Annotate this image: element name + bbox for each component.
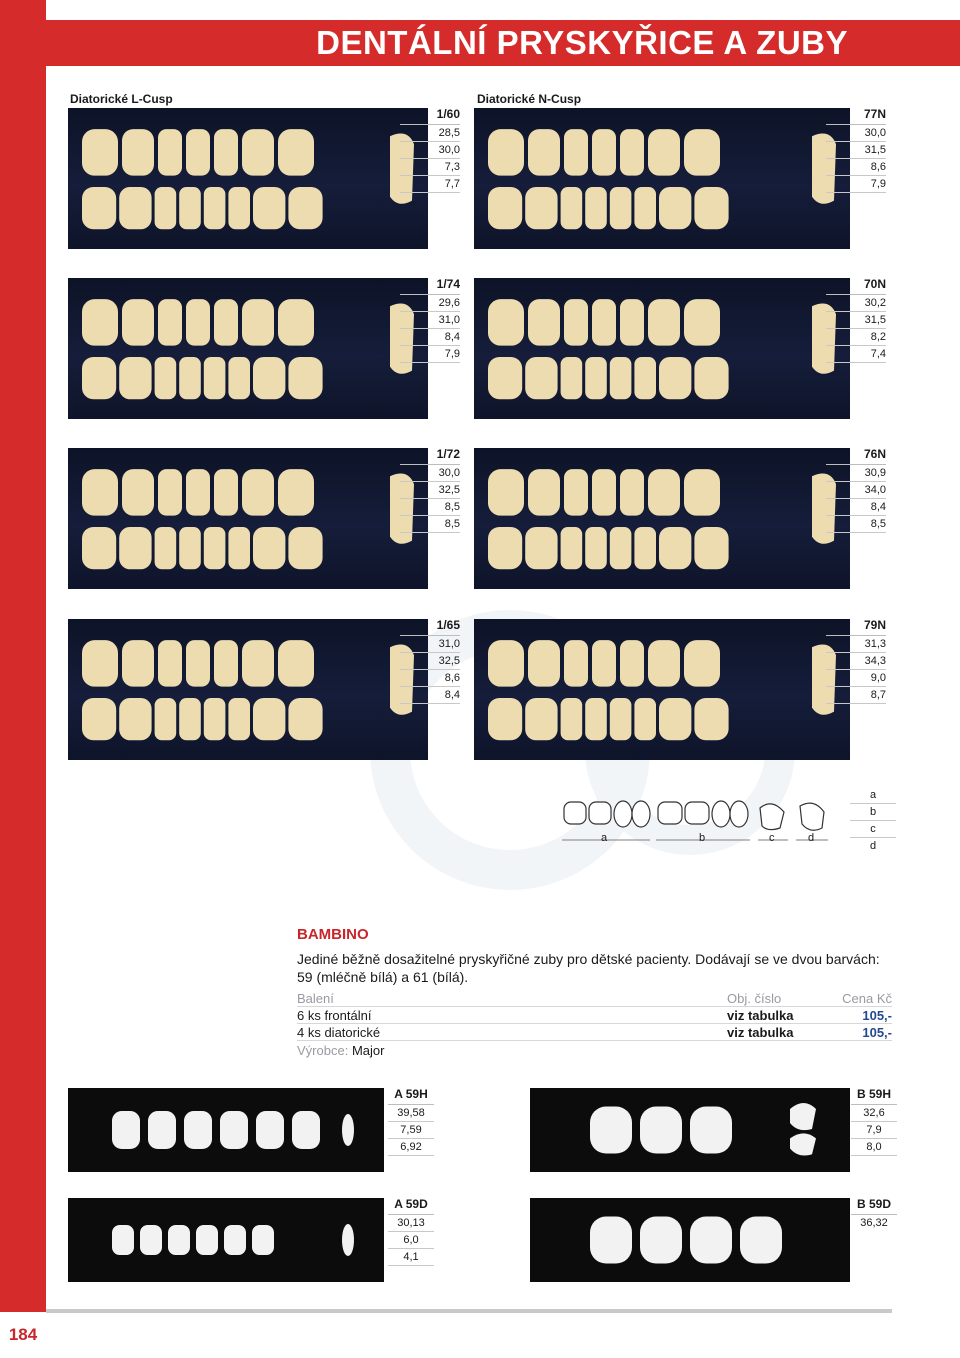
price-cell: 105,- — [862, 1008, 892, 1023]
spec-value: 7,9 — [851, 1122, 897, 1139]
spec-b59d — [851, 1197, 897, 1231]
price-table — [297, 990, 892, 1041]
spec-value: 30,0 — [400, 142, 460, 159]
spec-code: 1/74 — [400, 277, 460, 295]
spec-a59d — [388, 1197, 434, 1266]
spec-value: 36,32 — [860, 1217, 888, 1229]
teeth-photo-79n — [474, 619, 850, 760]
spec-b59h — [851, 1087, 897, 1156]
teeth-photo-1-72 — [68, 448, 428, 589]
bambino-photo-a59h — [68, 1088, 384, 1172]
spec-code: B 59H — [851, 1087, 897, 1105]
bambino-photo-a59d — [68, 1198, 384, 1282]
price-table-header — [297, 990, 892, 1007]
teeth-photo-77n — [474, 108, 850, 249]
spec-value: 6,92 — [388, 1139, 434, 1156]
section-title-n-cusp: Diatorické N-Cusp — [477, 92, 582, 106]
spec-1-72 — [400, 447, 460, 533]
spec-value: 31,0 — [400, 636, 460, 653]
spec-76n — [826, 447, 886, 533]
pack-cell: 4 ks diatorické — [297, 1025, 381, 1040]
bambino-title: BAMBINO — [297, 926, 369, 943]
page-number-box — [0, 1312, 46, 1358]
table-row — [297, 1007, 892, 1024]
price-cell: 105,- — [862, 1025, 892, 1040]
spec-code: 70N — [826, 277, 886, 295]
spec-value: 31,5 — [826, 142, 886, 159]
table-row — [297, 1024, 892, 1041]
spec-value: 8,2 — [826, 329, 886, 346]
spec-value: 32,5 — [400, 482, 460, 499]
spec-code: B 59D — [851, 1197, 897, 1215]
spec-value: 30,13 — [388, 1215, 434, 1232]
legend-key-d: d — [869, 840, 877, 852]
legend-letter-c: c — [769, 832, 775, 844]
page-number: 184 — [8, 1325, 38, 1344]
header-price: Cena Kč — [842, 991, 892, 1006]
header-bar — [46, 20, 960, 66]
spec-value: 4,1 — [388, 1249, 434, 1266]
page-title: DENTÁLNÍ PRYSKYŘICE A ZUBY — [316, 24, 848, 61]
header-order: Obj. číslo — [727, 991, 782, 1006]
order-cell: viz tabulka — [727, 1008, 794, 1023]
spec-value: 31,5 — [826, 312, 886, 329]
spec-value: 34,3 — [826, 653, 886, 670]
header-pack: Balení — [297, 991, 334, 1006]
spec-value: 7,9 — [826, 176, 886, 193]
spec-value: 8,4 — [826, 499, 886, 516]
spec-code: 76N — [826, 447, 886, 465]
spec-code: 77N — [826, 107, 886, 125]
spec-code: 1/60 — [400, 107, 460, 125]
spec-code: 1/65 — [400, 618, 460, 636]
spec-1-74 — [400, 277, 460, 363]
spec-value: 8,4 — [400, 687, 460, 704]
spec-value: 32,6 — [851, 1105, 897, 1122]
spec-a59h — [388, 1087, 434, 1156]
spec-value: 34,0 — [826, 482, 886, 499]
spec-value: 8,5 — [400, 499, 460, 516]
spec-value: 8,7 — [826, 687, 886, 704]
spec-code: A 59D — [388, 1197, 434, 1215]
teeth-photo-76n — [474, 448, 850, 589]
order-cell: viz tabulka — [727, 1025, 794, 1040]
spec-value: 7,9 — [400, 346, 460, 363]
teeth-photo-70n — [474, 278, 850, 419]
spec-value: 31,0 — [400, 312, 460, 329]
bambino-photo-b59d — [530, 1198, 850, 1282]
spec-value: 8,4 — [400, 329, 460, 346]
spec-value: 29,6 — [400, 295, 460, 312]
spec-code: A 59H — [388, 1087, 434, 1105]
spec-value: 8,6 — [826, 159, 886, 176]
spec-value: 30,9 — [826, 465, 886, 482]
spec-value: 9,0 — [826, 670, 886, 687]
spec-value: 30,2 — [826, 295, 886, 312]
spec-value: 30,0 — [400, 465, 460, 482]
spec-value: 8,6 — [400, 670, 460, 687]
spec-value: 7,4 — [826, 346, 886, 363]
spec-value: 7,3 — [400, 159, 460, 176]
spec-77n — [826, 107, 886, 193]
teeth-photo-1-74 — [68, 278, 428, 419]
spec-value: 31,3 — [826, 636, 886, 653]
footer-rule — [46, 1309, 892, 1313]
bambino-description: Jediné běžně dosažitelné pryskyřičné zuby pro dětské pacienty. Dodávají se ve dvou barvách: 59 (mléčně bílá) a 61 (bílá). — [297, 951, 880, 985]
spec-value: 8,5 — [826, 516, 886, 533]
spec-value: 7,7 — [400, 176, 460, 193]
legend-key-b: b — [850, 804, 896, 821]
spec-1-60 — [400, 107, 460, 193]
manufacturer-label: Výrobce: — [297, 1043, 349, 1058]
spec-value: 8,5 — [400, 516, 460, 533]
legend-key-a: a — [850, 787, 896, 804]
spec-value: 39,58 — [388, 1105, 434, 1122]
spec-79n — [826, 618, 886, 704]
bambino-photo-b59h — [530, 1088, 850, 1172]
spec-value: 30,0 — [826, 125, 886, 142]
spec-code: 79N — [826, 618, 886, 636]
manufacturer-name: Major — [351, 1043, 385, 1058]
legend-letter-a: a — [601, 832, 608, 844]
teeth-photo-1-65 — [68, 619, 428, 760]
section-title-l-cusp: Diatorické L-Cusp — [70, 92, 173, 106]
spec-value: 8,0 — [851, 1139, 897, 1156]
legend-letter-d: d — [808, 832, 815, 844]
sidebar-stripe — [0, 0, 46, 1358]
spec-value: 32,5 — [400, 653, 460, 670]
legend-key — [850, 787, 896, 854]
pack-cell: 6 ks frontální — [297, 1008, 372, 1023]
spec-value: 7,59 — [388, 1122, 434, 1139]
spec-1-65 — [400, 618, 460, 704]
spec-value: 28,5 — [400, 125, 460, 142]
legend-key-c: c — [850, 821, 896, 838]
spec-code: 1/72 — [400, 447, 460, 465]
manufacturer — [297, 1043, 384, 1058]
spec-value: 6,0 — [388, 1232, 434, 1249]
spec-70n — [826, 277, 886, 363]
teeth-photo-1-60 — [68, 108, 428, 249]
legend-letter-b: b — [699, 832, 706, 844]
